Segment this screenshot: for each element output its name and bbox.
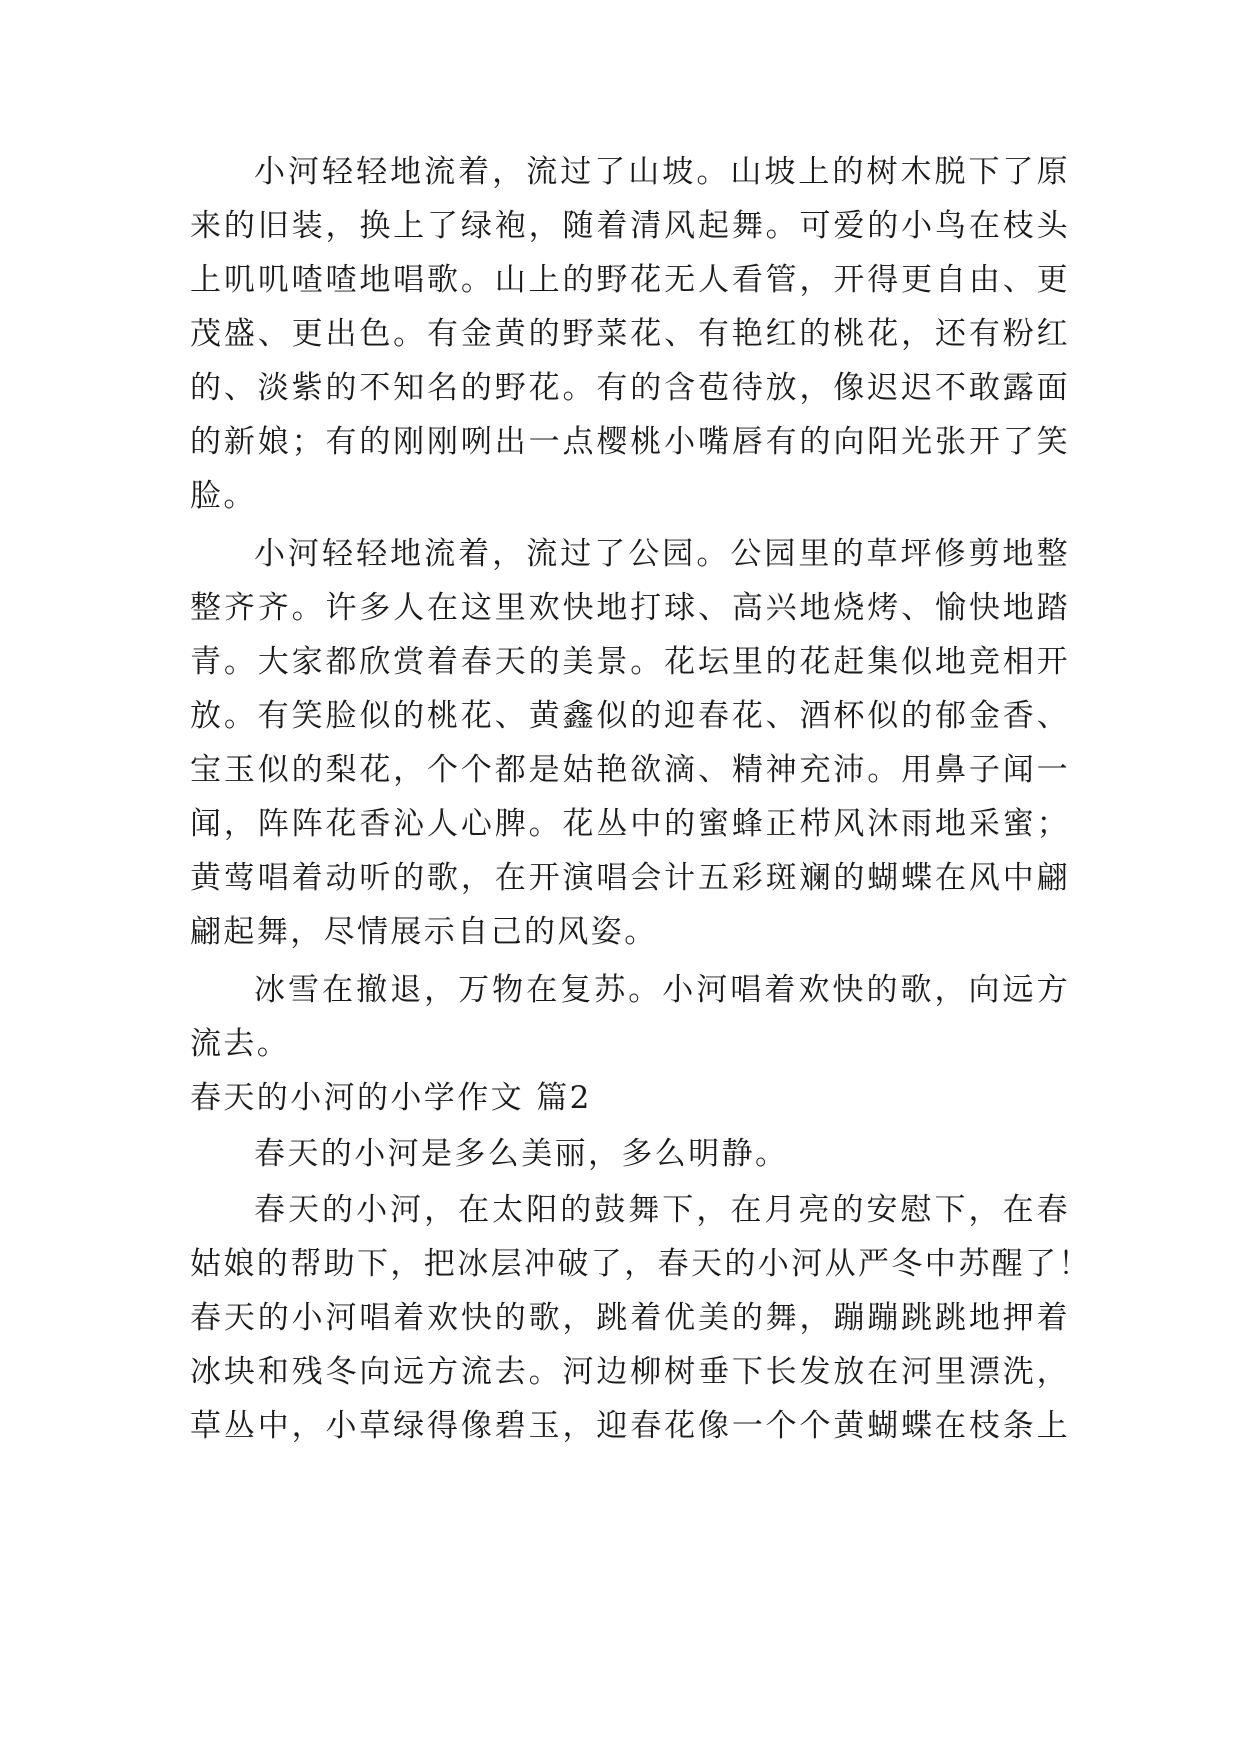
text-line: 宝玉似的梨花，个个都是姑艳欲滴、精神充沛。用鼻子闻一 [190, 752, 1070, 788]
text-line: 春天的小河，在太阳的鼓舞下，在月亮的安慰下，在春 [254, 1192, 1070, 1228]
text-line: 冰块和残冬向远方流去。河边柳树垂下长发放在河里漂洗， [190, 1354, 1070, 1390]
text-line: 的新娘；有的刚刚咧出一点樱桃小嘴唇有的向阳光张开了笑 [190, 424, 1070, 460]
text-line: 小河轻轻地流着，流过了山坡。山坡上的树木脱下了原 [254, 154, 1070, 190]
text-line: 青。大家都欣赏着春天的美景。花坛里的花赶集似地竞相开 [190, 644, 1070, 680]
text-line: 整齐齐。许多人在这里欢快地打球、高兴地烧烤、愉快地踏 [190, 590, 1070, 626]
text-line: 脸。 [190, 478, 257, 514]
text-line: 黄莺唱着动听的歌，在开演唱会计五彩斑斓的蝴蝶在风中翩 [190, 860, 1070, 896]
text-line: 冰雪在撤退，万物在复苏。小河唱着欢快的歌，向远方 [254, 972, 1070, 1008]
text-line: 茂盛、更出色。有金黄的野菜花、有艳红的桃花，还有粉红 [190, 316, 1070, 352]
text-line: 姑娘的帮助下，把冰层冲破了，春天的小河从严冬中苏醒了！ [190, 1246, 1092, 1282]
text-line: 草丛中，小草绿得像碧玉，迎春花像一个个黄蝴蝶在枝条上 [190, 1408, 1070, 1444]
text-line: 翩起舞，尽情展示自己的风姿。 [190, 914, 658, 950]
text-line: 放。有笑脸似的桃花、黄鑫似的迎春花、酒杯似的郁金香、 [190, 698, 1070, 734]
text-line: 流去。 [190, 1026, 291, 1062]
text-line: 春天的小河唱着欢快的歌，跳着优美的舞，蹦蹦跳跳地押着 [190, 1300, 1070, 1336]
text-line: 的、淡紫的不知名的野花。有的含苞待放，像迟迟不敢露面 [190, 370, 1070, 406]
text-line: 闻，阵阵花香沁人心脾。花丛中的蜜蜂正栉风沐雨地采蜜； [190, 806, 1070, 842]
text-line: 春天的小河是多么美丽，多么明静。 [254, 1136, 789, 1172]
text-line: 小河轻轻地流着，流过了公园。公园里的草坪修剪地整 [254, 536, 1070, 572]
section-heading: 春天的小河的小学作文 篇2 [190, 1080, 592, 1116]
text-line: 上叽叽喳喳地唱歌。山上的野花无人看管，开得更自由、更 [190, 262, 1070, 298]
text-line: 来的旧装，换上了绿袍，随着清风起舞。可爱的小鸟在枝头 [190, 208, 1070, 244]
